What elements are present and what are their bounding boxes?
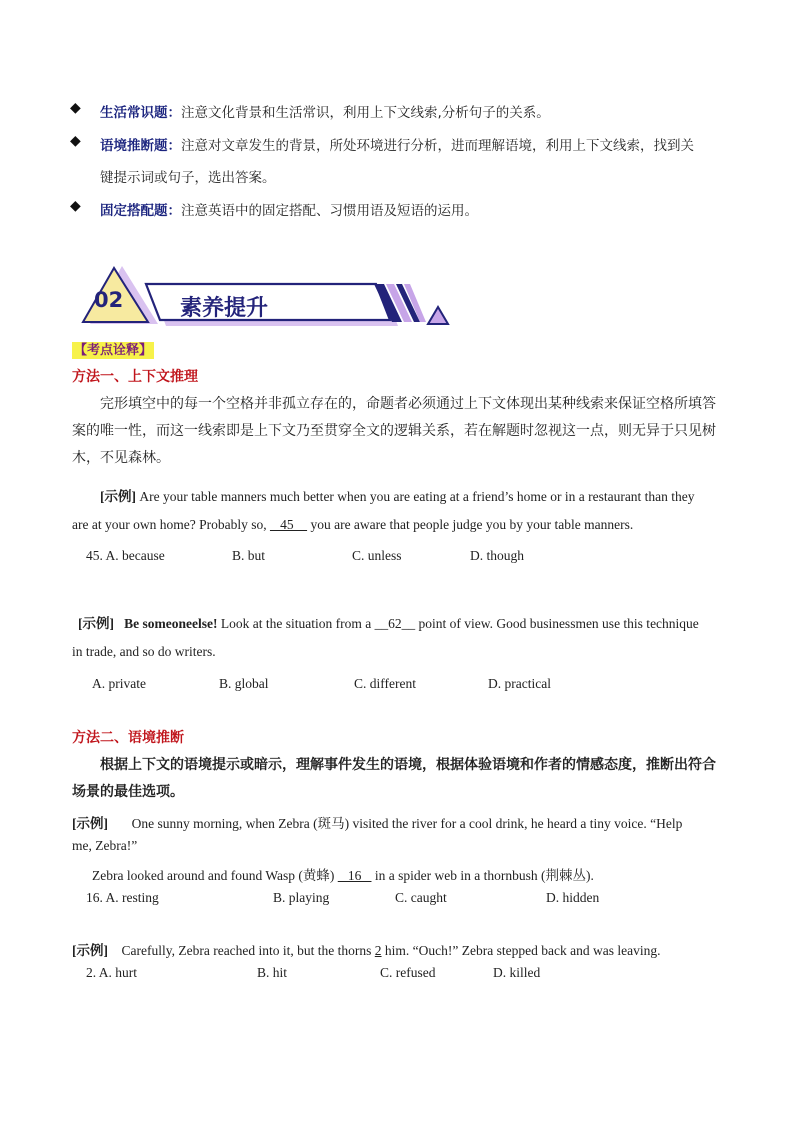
bullet-2 xyxy=(100,134,694,154)
example-text: Carefully, Zebra reached into it, but the thorns xyxy=(121,943,375,958)
example-text: Look at the situation from a xyxy=(217,616,375,631)
method-2-para-line: 场景的最佳选项。 xyxy=(72,784,184,800)
example-text: Are your table manners much better when you are eating at a friend’s home or in a restaurant than they xyxy=(136,489,695,504)
bullet-3 xyxy=(100,199,478,219)
bullet-text: 注意英语中的固定搭配、习惯用语及短语的运用。 xyxy=(181,203,478,219)
answer-blank: 45 xyxy=(269,517,308,532)
example-3-line-1 xyxy=(72,812,682,832)
bullet-label: 固定搭配题： xyxy=(100,203,181,219)
option-item: B. but xyxy=(232,548,266,563)
example-text: you are aware that people judge you by your table manners. xyxy=(307,517,634,532)
example-text: point of view. Good businessmen use this technique xyxy=(415,616,699,631)
option-item: D. though xyxy=(470,548,524,563)
example-text: One sunny morning, when Zebra (斑马) visited the river for a cool drink, he heard a tiny voice. “Help xyxy=(131,816,683,831)
method-1-para-line: 完形填空中的每一个空格并非孤立存在的，命题者必须通过上下文体现出某种线索来保证空格所填答 xyxy=(100,396,716,412)
option-item: C. caught xyxy=(395,890,447,905)
example-text: him. “Ouch!” Zebra stepped back and was leaving. xyxy=(381,943,661,958)
method-1-para-line: 案的唯一性，而这一线索即是上下文乃至贯穿全文的逻辑关系，若在解题时忽视这一点，则无异于只见树 xyxy=(72,423,716,439)
option-item: B. hit xyxy=(257,965,288,980)
bullet-label: 生活常识题： xyxy=(100,105,181,121)
example-text: in a spider web in a thornbush (荆棘丛). xyxy=(371,868,594,883)
method-2-title: 方法二、语境推断 xyxy=(72,730,184,746)
option-item: C. unless xyxy=(352,548,402,563)
option-item: 45. A. because xyxy=(86,548,165,563)
option-item: C. different xyxy=(354,676,416,691)
diamond-bullet-icon: ◆ xyxy=(70,133,81,149)
example-2-line-2: in trade, and so do writers. xyxy=(72,644,216,659)
example-2-line-1 xyxy=(78,612,699,632)
example-tag: [示例] xyxy=(100,489,136,504)
example-4-line-1 xyxy=(72,939,660,959)
section-title: 素养提升 xyxy=(180,296,269,321)
method-1-para-line: 木，不见森林。 xyxy=(72,450,170,466)
tag-label: 【考点诠释】 xyxy=(74,343,153,358)
example-1-line-2 xyxy=(72,517,633,533)
option-item: 16. A. resting xyxy=(86,890,159,905)
method-1-title: 方法一、上下文推理 xyxy=(72,369,198,385)
example-3-line-2: me, Zebra!” xyxy=(72,838,138,853)
answer-blank: 2 xyxy=(374,943,382,958)
option-item: C. refused xyxy=(380,965,436,980)
option-item: 2. A. hurt xyxy=(86,965,138,980)
example-1-line-1 xyxy=(100,485,695,505)
option-item: B. global xyxy=(219,676,269,691)
bullet-1 xyxy=(100,101,550,121)
section-number: 02 xyxy=(94,288,124,312)
example-tag: [示例] xyxy=(78,616,114,631)
bullet-2-cont: 键提示词或句子，选出答案。 xyxy=(100,170,276,186)
diamond-bullet-icon: ◆ xyxy=(70,100,81,116)
option-item: D. killed xyxy=(493,965,541,980)
bullet-text: 注意文化背景和生活常识，利用上下文线索,分析句子的关系。 xyxy=(181,105,550,121)
method-2-para-line: 根据上下文的语境提示或暗示，理解事件发生的语境，根据体验语境和作者的情感态度，推断出符合 xyxy=(100,757,716,773)
diamond-bullet-icon: ◆ xyxy=(70,198,81,214)
example-bold-text: Be someoneelse! xyxy=(124,616,218,631)
example-tag: [示例] xyxy=(72,816,108,831)
example-tag: [示例] xyxy=(72,943,108,958)
answer-blank: __62__ xyxy=(374,616,416,631)
example-text: are at your own home? Probably so, xyxy=(72,517,270,532)
answer-blank: 16 xyxy=(337,868,372,883)
example-3-line-3 xyxy=(92,864,594,884)
option-item: B. playing xyxy=(273,890,330,905)
bullet-text: 注意对文章发生的背景，所处环境进行分析，进而理解语境，利用上下文线索，找到关 xyxy=(181,138,694,154)
option-item: A. private xyxy=(92,676,146,691)
option-item: D. practical xyxy=(488,676,551,691)
example-text: Zebra looked around and found Wasp (黄蜂) xyxy=(92,868,338,883)
section-header xyxy=(80,262,452,328)
option-item: D. hidden xyxy=(546,890,600,905)
bullet-label: 语境推断题： xyxy=(100,138,181,154)
tag-wrapper xyxy=(72,339,154,358)
